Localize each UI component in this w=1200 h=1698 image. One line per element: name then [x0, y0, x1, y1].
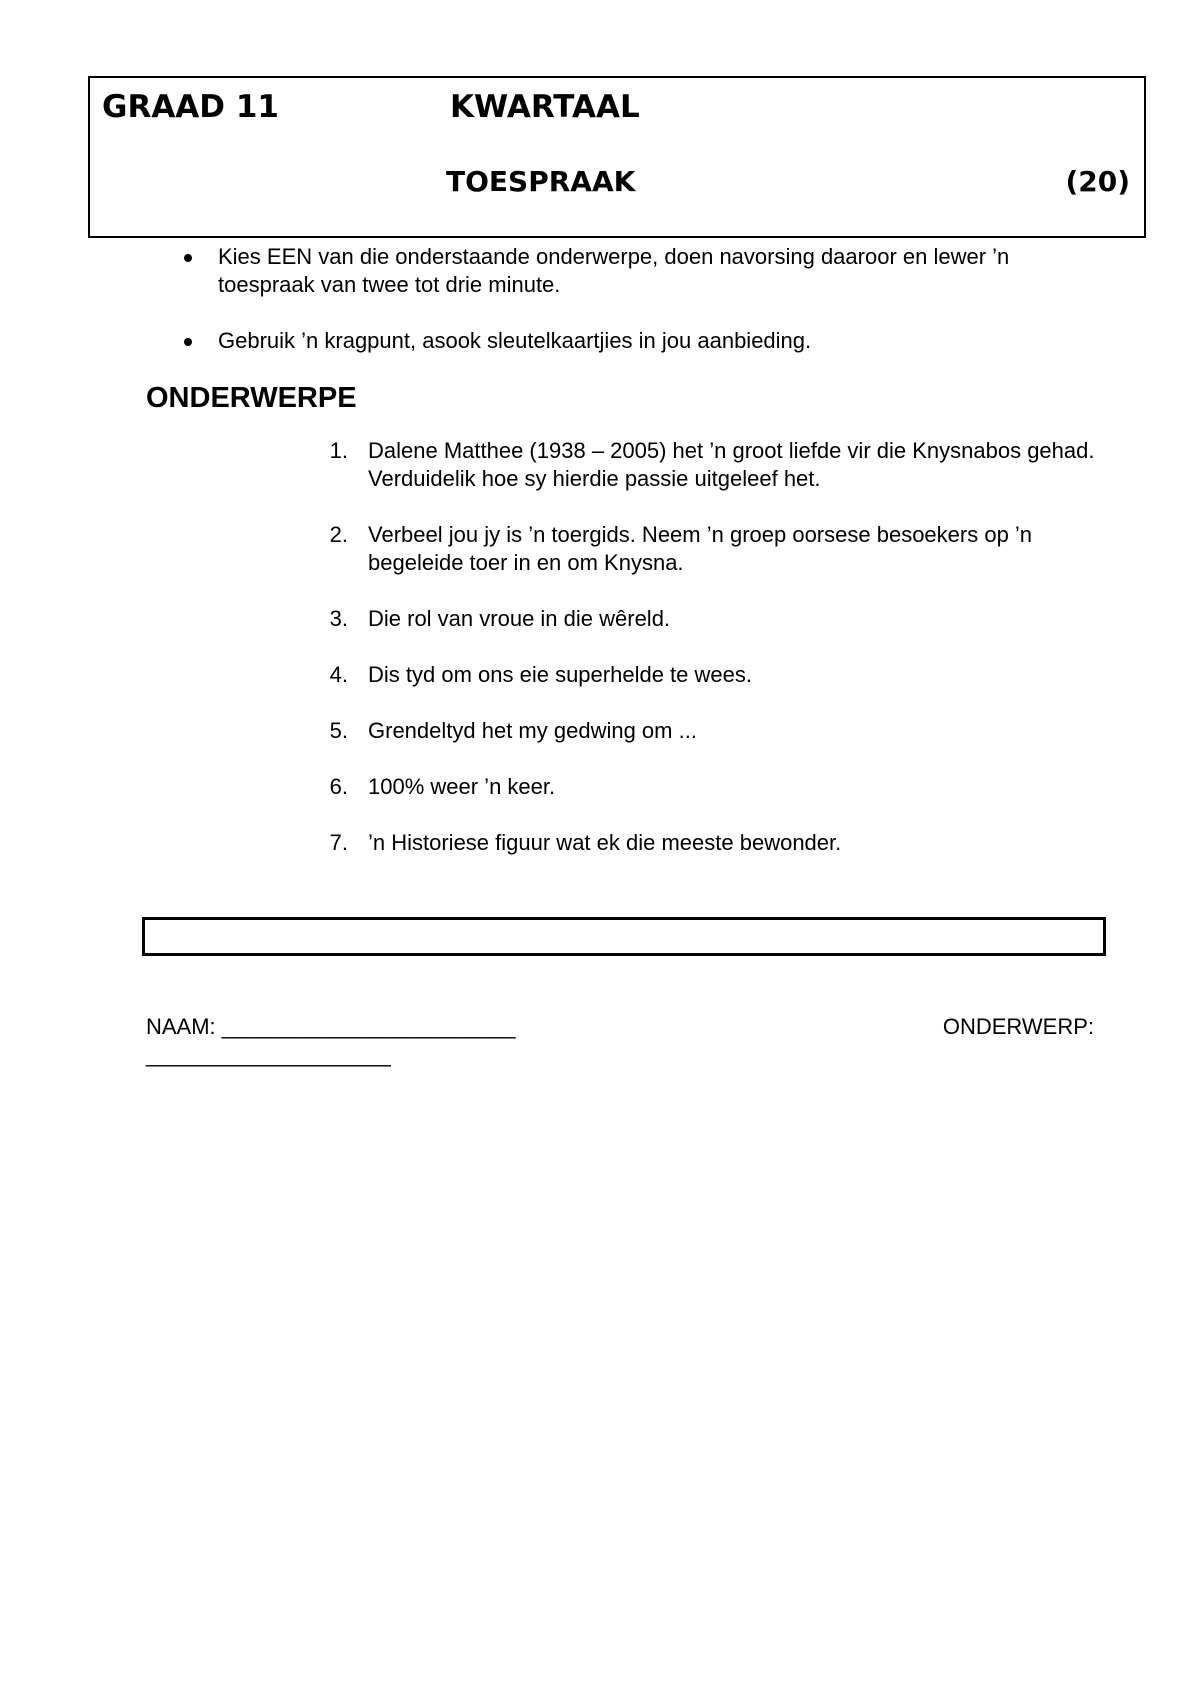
topic-underline: ____________________	[146, 1042, 391, 1067]
topic-label: ONDERWERP:	[942, 1014, 1094, 1039]
topic-item	[320, 661, 1100, 689]
topic-number: 7.	[329, 830, 348, 855]
topic-number: 3.	[329, 606, 348, 631]
topic-number: 2.	[329, 522, 348, 547]
topic-text: Verbeel jou jy is ’n toergids. Neem ’n groep oorsese besoekers op ’n begeleide toer in en om Knysna.	[368, 522, 1033, 575]
topic-item	[320, 521, 1100, 577]
instructions-list	[180, 243, 1100, 383]
instruction-item: Gebruik ’n kragpunt, asook sleutelkaartjies in jou aanbieding.	[180, 327, 1100, 355]
topic-item	[320, 717, 1100, 745]
grade-label: GRAAD 11	[102, 89, 279, 125]
topic-text: Grendeltyd het my gedwing om ...	[368, 718, 697, 743]
topics-list	[320, 437, 1100, 885]
topic-number: 4.	[329, 662, 348, 687]
topic-item	[320, 437, 1100, 493]
topic-item	[320, 605, 1100, 633]
topic-number: 6.	[329, 774, 348, 799]
topics-heading: ONDERWERPE	[146, 382, 357, 414]
instruction-item: Kies EEN van die onderstaande onderwerpe, doen navorsing daaroor en lewer ’n toespraak van twee tot drie minute.	[180, 243, 1100, 299]
task-title: TOESPRAAK	[446, 165, 636, 198]
topic-text: ’n Historiese figuur wat ek die meeste bewonder.	[368, 830, 842, 855]
name-label: NAAM: ________________________	[146, 1014, 516, 1039]
topic-text: 100% weer ’n keer.	[368, 774, 556, 799]
blank-box	[142, 917, 1106, 956]
marks-total: (20)	[1065, 165, 1130, 198]
topic-number: 5.	[329, 718, 348, 743]
topic-item	[320, 829, 1100, 857]
topic-text: Die rol van vroue in die wêreld.	[368, 606, 671, 631]
term-label: KWARTAAL	[450, 89, 640, 125]
header-box	[88, 76, 1146, 238]
topic-number: 1.	[329, 438, 348, 463]
topic-text: Dalene Matthee (1938 – 2005) het ’n groot liefde vir die Knysnabos gehad. Verduidelik hoe sy hierdie passie uitgeleef het.	[368, 438, 1095, 491]
topic-text: Dis tyd om ons eie superhelde te wees.	[368, 662, 752, 687]
topic-item	[320, 773, 1100, 801]
